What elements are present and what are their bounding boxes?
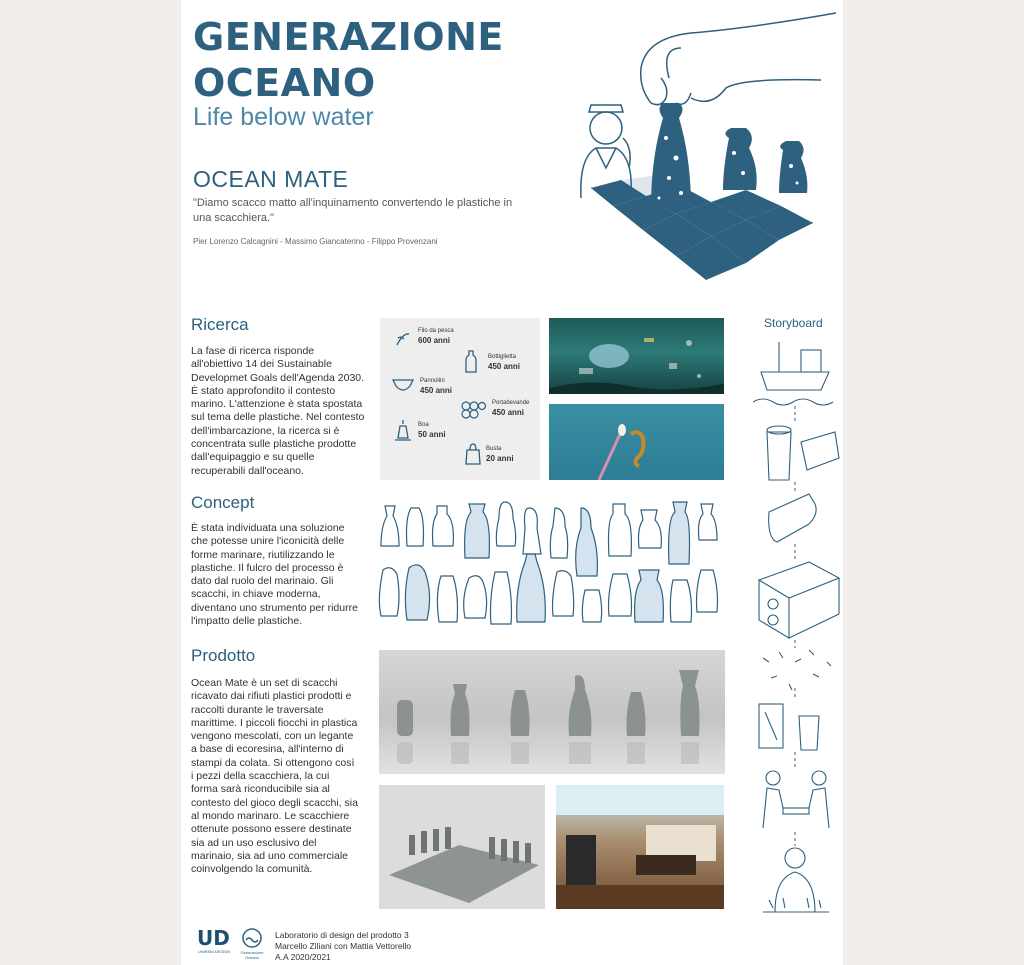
unirsm-design-caption: UNIRSM DESIGN xyxy=(197,949,231,954)
bottle-icon xyxy=(464,350,478,374)
footer-line3: A.A 2020/2021 xyxy=(275,952,331,962)
diaper-icon xyxy=(392,378,414,394)
stat-value: 450 anni xyxy=(420,386,453,395)
fishing-line-icon xyxy=(394,330,412,348)
prodotto-text: Ocean Mate è un set di scacchi ricavato dai rifiuti plastici prodotti e raccolti durante le traversate marittime. I piccoli fiocchi in plastica vengono mescolati, con un legante a base di ecoresina, all'interno di stampi da colata. Si ottengono così i pezzi della scacchiera, la cui forma sarà riconducibile sia al contesto del gioco degli scacchi, sia al mondo marinaro. Le scacchiere ottenute possono essere destinate sia ad un uso esclusivo del marinaio, sia ad uno commerciale coinvolgendo la comunità. xyxy=(191,677,358,876)
stat-value: 450 anni xyxy=(488,362,521,371)
yacht-interior-photo xyxy=(556,785,724,909)
chessboard-render xyxy=(379,785,545,909)
six-pack-ring-icon xyxy=(460,400,486,420)
stat-value: 20 anni xyxy=(486,454,514,463)
ricerca-text: La fase di ricerca risponde all'obiettivo 14 dei Sustainable Developmet Goals dell'Agenda 2030. È stato approfondito il contesto marino. L'attenzione è stata spostata sul tema delle plastiche. Nel contesto dell'imbarcazione, la ricerca si è concentrata sulle plastiche prodotte dall'equipaggio e su quelle recuperabili dall'oceano. xyxy=(191,345,365,477)
plastic-bag-icon xyxy=(464,442,482,466)
storyboard-illustrations xyxy=(749,332,843,922)
stat-label: Busta xyxy=(486,446,502,452)
stat-value: 600 anni xyxy=(418,336,451,345)
unirsm-design-logo: UD xyxy=(197,926,230,950)
product-quote: "Diamo scacco matto all'inquinamento convertendo le plastiche in una scacchiera." xyxy=(193,197,513,224)
degradation-infographic xyxy=(380,318,540,480)
footer-line1: Laboratorio di design del prodotto 3 xyxy=(275,930,409,940)
concept-text: È stata individuata una soluzione che potesse unire l'iconicità delle forme marinare, riutilizzando le plastiche. Il fulcro del processo è dato dal ruolo del marinaio. Gli scacchi, in chiave moderna, diventano uno strumento per ridurre l'impatto delle plastiche. xyxy=(191,522,358,628)
stat-value: 50 anni xyxy=(418,430,446,439)
chess-pieces-render xyxy=(379,650,725,774)
product-title: OCEAN MATE xyxy=(193,166,349,192)
stat-label: Boa xyxy=(418,422,429,428)
seahorse-photo xyxy=(549,404,724,480)
chess-hand-illustration xyxy=(551,8,841,283)
concept-title: Concept xyxy=(191,493,255,512)
generazione-oceano-logo-caption: Generazione Oceano xyxy=(240,950,264,960)
stat-label: Bottiglietta xyxy=(488,354,517,360)
title-line1: GENERAZIONE xyxy=(193,15,504,59)
title-line2: OCEANO xyxy=(193,61,376,105)
buoy-icon xyxy=(394,418,412,442)
generazione-oceano-logo-icon xyxy=(242,928,262,948)
stat-value: 450 anni xyxy=(492,408,525,417)
poster xyxy=(181,0,843,965)
stat-label: Pannolini xyxy=(420,378,445,384)
authors: Pier Lorenzo Calcagnini - Massimo Giancaterino - Filippo Provenzani xyxy=(193,237,438,246)
prodotto-title: Prodotto xyxy=(191,646,256,665)
chess-pieces-sketch xyxy=(377,498,729,626)
stat-label: Filo da pesca xyxy=(418,328,454,334)
underwater-plastic-photo xyxy=(549,318,724,394)
footer-line2: Marcello Ziliani con Mattia Vettorello xyxy=(275,941,412,951)
subtitle: Life below water xyxy=(193,103,374,131)
stat-label: Portabevande xyxy=(492,400,530,406)
ricerca-title: Ricerca xyxy=(191,315,249,334)
storyboard-title: Storyboard xyxy=(764,316,823,330)
